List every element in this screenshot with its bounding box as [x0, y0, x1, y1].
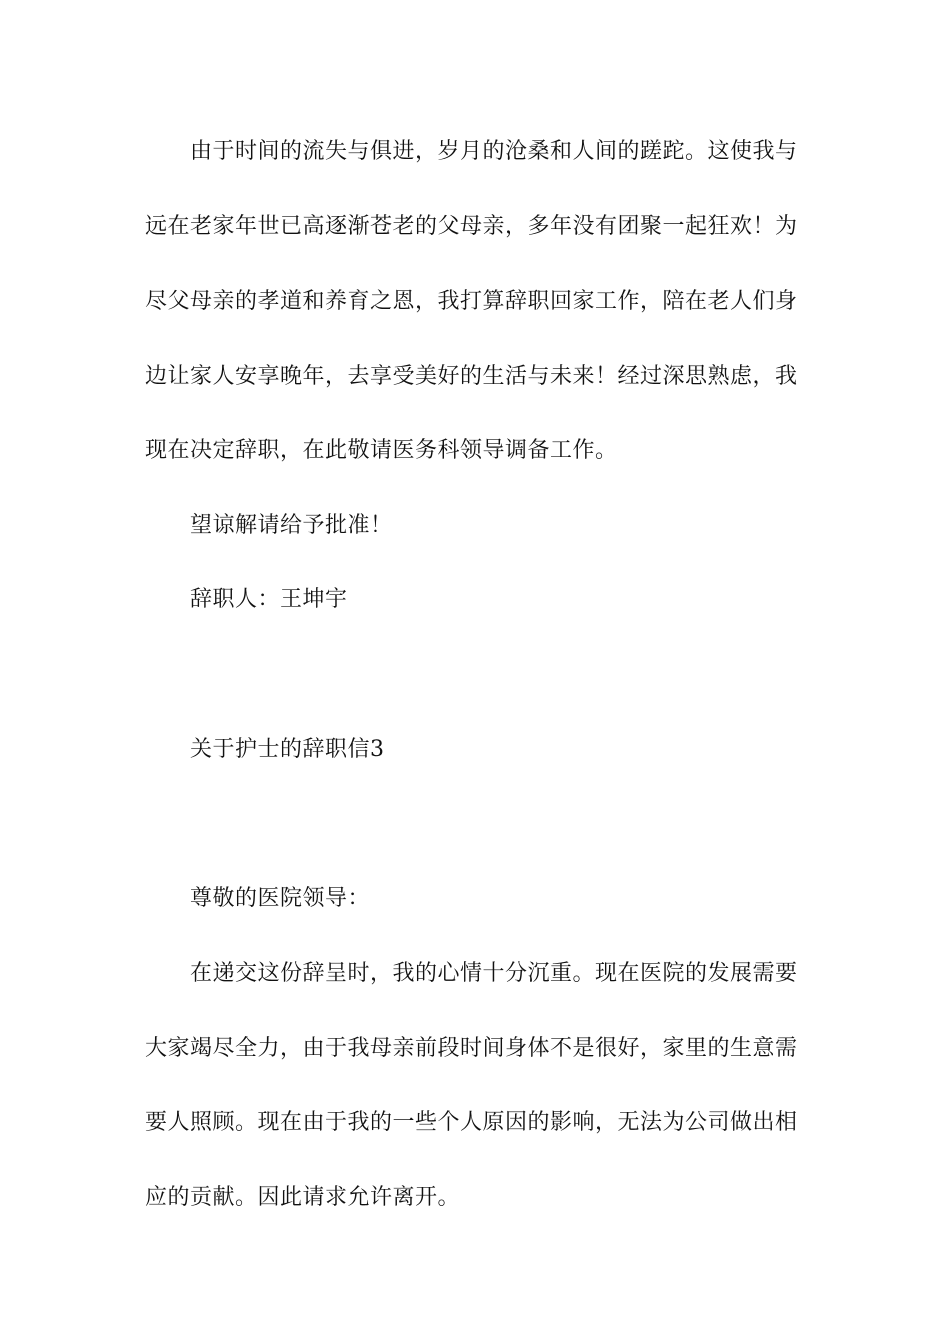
signature-line: 辞职人：王坤宇: [190, 587, 348, 612]
paragraph1-line-3: 尽父母亲的孝道和养育之恩，我打算辞职回家工作，陪在老人们身: [145, 289, 798, 314]
paragraph2-line-1: 在递交这份辞呈时，我的心情十分沉重。现在医院的发展需要: [190, 961, 798, 986]
salutation: 尊敬的医院领导：: [190, 886, 371, 911]
paragraph2-line-3: 要人照顾。现在由于我的一些个人原因的影响，无法为公司做出相: [145, 1110, 798, 1135]
request-line: 望谅解请给予批准！: [190, 513, 393, 538]
paragraph2-line-4: 应的贡献。因此请求允许离开。: [145, 1185, 461, 1210]
paragraph2-line-2: 大家竭尽全力，由于我母亲前段时间身体不是很好，家里的生意需: [145, 1036, 798, 1061]
paragraph1-line-4: 边让家人安享晚年，去享受美好的生活与未来！经过深思熟虑，我: [145, 364, 798, 389]
section-title: 关于护士的辞职信3: [190, 737, 385, 762]
paragraph1-line-2: 远在老家年世已高逐渐苍老的父母亲，多年没有团聚一起狂欢！为: [145, 214, 798, 239]
paragraph1-line-5: 现在决定辞职，在此敬请医务科领导调备工作。: [145, 438, 618, 463]
paragraph1-line-1: 由于时间的流失与俱进，岁月的沧桑和人间的蹉跎。这使我与: [190, 139, 798, 164]
